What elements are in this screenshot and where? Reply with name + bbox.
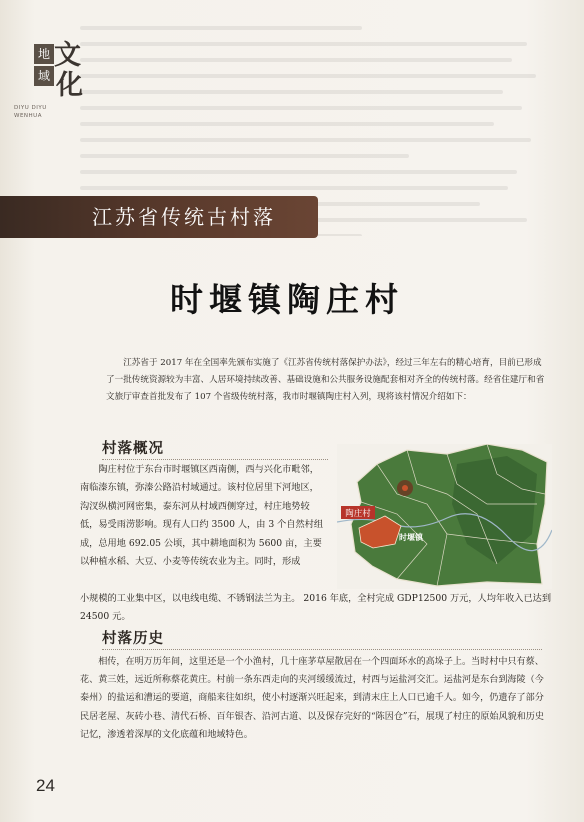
history-heading-text: 村落历史 (102, 631, 164, 647)
map-town-label: 时堰镇 (399, 533, 423, 542)
overview-heading (102, 440, 164, 458)
logo-char-hua: 化 (56, 70, 83, 101)
map-town-dot (402, 485, 408, 491)
overview-text-tail: 小规模的工业集中区，以电线电缆、不锈钢法兰为主。 2016 年底，全村完成 GDP12500 万元，人均年收入已达到 24500 元。 (80, 593, 552, 623)
map-village-label: 陶庄村 (345, 509, 371, 519)
logo-char-yu: 域 (34, 66, 54, 86)
history-heading (102, 630, 164, 648)
logo-char-di: 地 (34, 44, 54, 64)
history-heading-rule (102, 649, 542, 650)
article-intro: 江苏省于 2017 年在全国率先颁布实施了《江苏省传统村落保护办法》，经过三年左右的精心培育，目前已形成了一批传统资源较为丰富、人居环境持续改善、基础设施和公共服务设施配套相对齐全的传统村落。经省住建厅和省文旅厅审查首批发布了 107 个省级传统村落，我市时堰镇陶庄村入列，现将该村情况介绍如下： (106, 358, 545, 402)
column-logo (14, 20, 84, 130)
page-number: 24 (36, 776, 55, 795)
overview-heading-rule (102, 459, 328, 460)
history-text: 相传，在明万历年间，这里还是一个小渔村，几十座茅草屋散居在一个四面环水的高垛子上。当时村中只有蔡、花、黄三姓，远近所称蔡花黄庄。村前一条东西走向的夹河缓缓流过，村西与运盐河交汇。运盐河是东台到海陵（今泰州）的盐运和漕运的要道，商船来往如织，使小村逐渐兴旺起来，到清末庄上人口已逾千人。如今，仍遗存了部分民居老屋、灰砖小巷、清代石桥、百年银杏、沿河古道、以及保存完好的“陈因仓”石，展现了村庄的原始风貌和历史记忆，渗透着深厚的文化底蕴和地域特色。 (80, 657, 544, 740)
section-banner (0, 196, 318, 238)
article-title: 时堰镇陶庄村 (170, 280, 404, 319)
logo-pinyin: DIYU DIYU WENHUA (14, 105, 47, 119)
overview-text: 陶庄村位于东台市时堰镇区西南侧，西与兴化市毗邻，南临溱东镇，弥溱公路沿村域通过。该村位居里下河地区，沟汊纵横河网密集，泰东河从村域西侧穿过，村庄地势较低，易受雨涝影响。现有人口约 3500 人，由 3 个自然村组成，总用地 692.05 公顷，其中耕地面积为 5600 亩，主要以种植水稻、大豆、小麦等传统农业为主。同时，形成 (80, 464, 324, 568)
logo-char-wen: 文 (54, 40, 81, 71)
overview-heading-text: 村落概况 (102, 441, 164, 457)
banner-title: 江苏省传统古村落 (92, 205, 276, 229)
village-location-map (337, 444, 552, 589)
